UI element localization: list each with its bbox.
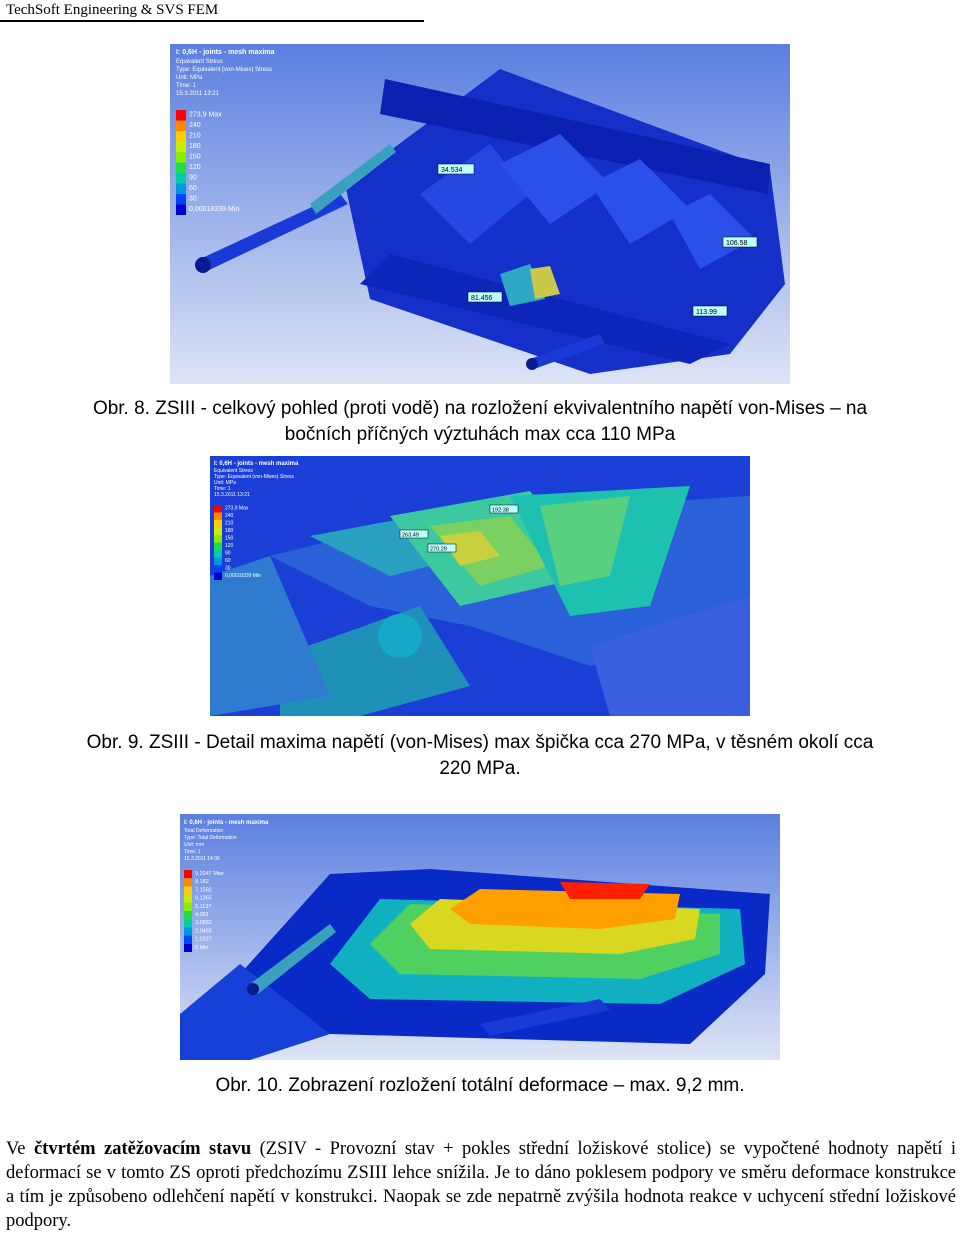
legend-swatch <box>214 543 222 551</box>
legend-value: 5,1137 <box>195 903 212 910</box>
legend-value: 30 <box>225 565 231 572</box>
legend-swatch <box>184 895 192 903</box>
legend-swatch <box>214 528 222 536</box>
header-rule <box>0 20 424 22</box>
legend-swatch <box>176 121 186 132</box>
figure-8-image <box>170 44 790 384</box>
svg-text:270.29: 270.29 <box>430 546 447 553</box>
figure-10-total-deformation <box>180 814 780 1060</box>
legend-swatch <box>176 194 186 205</box>
legend-swatch <box>184 919 192 927</box>
legend-swatch <box>176 142 186 153</box>
legend-value: 8,182 <box>195 879 209 886</box>
probe-label <box>490 505 518 514</box>
probe-label <box>438 164 474 174</box>
legend-value: 9,2047 Max <box>195 870 224 877</box>
legend-swatch <box>184 870 192 878</box>
figure-8-caption <box>0 396 960 448</box>
legend-swatch <box>176 173 186 184</box>
legend-line: 15.3.2011 13:21 <box>214 492 250 498</box>
legend-value: 7,1592 <box>195 887 212 894</box>
legend-swatch <box>184 911 192 919</box>
legend-swatch <box>184 927 192 935</box>
svg-text:34.534: 34.534 <box>441 167 463 174</box>
caption-line: Obr. 8. ZSIII - celkový pohled (proti vodě) na rozložení ekvivalentního napětí von-Mises – na <box>92 398 868 419</box>
legend-value: 3,0682 <box>195 920 212 927</box>
legend-swatch <box>214 520 222 528</box>
paragraph-text: (ZSIV - Provozní stav + pokles střední ložiskové stolice) se vypočtené hodnoty napětí i deformací se v tomto ZS oproti předchozímu ZSIII lehce snížila. Je to dáno poklesem podpory ve směru deformace konstrukce a tím je způsobeno odlehčení napětí v konstrukci. Naopak se zde nepatrně zvýšila hodnota reakce v uchycení střední ložiskové podpory. <box>6 1139 956 1231</box>
legend-title: I: 0,6H - joints - mesh maxima <box>176 49 275 56</box>
legend-swatch <box>214 550 222 558</box>
legend-value: 180 <box>225 528 234 534</box>
figure-8-stress-overview <box>170 44 790 384</box>
legend-value: 90 <box>225 550 231 557</box>
legend-line: Type: Equivalent (von-Mises) Stress <box>214 474 295 480</box>
legend-swatch <box>176 184 186 195</box>
legend-value: 273,9 Max <box>189 111 222 119</box>
legend-line: Type: Equivalent (von-Mises) Stress <box>176 67 273 73</box>
page-header: TechSoft Engineering & SVS FEM <box>6 2 219 18</box>
figure-10-caption: Obr. 10. Zobrazení rozložení totální deformace – max. 9,2 mm. <box>215 1075 745 1096</box>
svg-text:81.456: 81.456 <box>471 295 493 302</box>
figure-9-image <box>210 456 750 716</box>
legend-line: Equivalent Stress <box>214 468 253 474</box>
legend-value: 273,9 Max <box>225 505 249 512</box>
legend-value: 30 <box>189 195 197 203</box>
legend-line: Time: 1 <box>176 83 196 89</box>
legend-line: Type: Total Deformation <box>184 835 237 841</box>
legend-value: 60 <box>189 184 197 192</box>
legend-value: 0,00018339 Min <box>189 205 240 213</box>
legend-value: 6,1365 <box>195 895 212 902</box>
body-paragraph <box>6 1137 956 1233</box>
legend-line: 15.3.2011 13:21 <box>176 91 219 97</box>
legend-line: Unit: MPa <box>214 480 236 486</box>
legend-value: 240 <box>189 121 201 129</box>
figure-9-stress-detail <box>210 456 750 716</box>
svg-text:192.38: 192.38 <box>492 507 509 514</box>
legend-line: Equivalent Stress <box>176 59 223 65</box>
legend-title: I: 0,6H - joints - mesh maxima <box>184 820 269 826</box>
probe-label <box>723 237 757 247</box>
legend-value: 0,00018339 Min <box>225 573 261 579</box>
caption-line: bočních příčných výztuhách max cca 110 MPa <box>284 424 676 445</box>
svg-text:113.99: 113.99 <box>696 309 717 316</box>
legend-value: 150 <box>189 153 201 161</box>
legend-value: 90 <box>189 174 197 182</box>
legend-swatch <box>214 573 222 581</box>
figure-9-caption <box>0 730 960 782</box>
legend-value: 60 <box>225 558 231 564</box>
legend-swatch <box>214 565 222 573</box>
legend-line: Time: 1 <box>184 849 201 855</box>
legend-line: Total Deformation <box>184 828 224 834</box>
legend-value: 150 <box>225 535 234 542</box>
legend-line: 15.3.2011 14:36 <box>184 856 220 862</box>
legend-swatch <box>176 110 186 121</box>
legend-value: 0 Min <box>195 944 209 951</box>
legend-swatch <box>184 903 192 911</box>
legend-value: 1,0227 <box>195 936 212 943</box>
legend-swatch <box>184 936 192 944</box>
figure-10-image <box>180 814 780 1060</box>
legend-value: 4,091 <box>195 911 209 918</box>
legend-swatch <box>214 505 222 513</box>
legend-value: 120 <box>225 543 234 549</box>
legend-swatch <box>214 535 222 543</box>
legend-line: Unit: MPa <box>176 75 203 81</box>
legend-swatch <box>176 163 186 174</box>
probe-label <box>693 306 727 316</box>
legend-value: 240 <box>225 513 234 519</box>
legend-title: I: 0,6H - joints - mesh maxima <box>214 461 299 467</box>
legend-value: 210 <box>189 132 201 140</box>
probe-label <box>400 530 428 539</box>
legend-value: 120 <box>189 163 201 171</box>
caption-line: Obr. 9. ZSIII - Detail maxima napětí (von-Mises) max špička cca 270 MPa, v těsném okolí cca <box>86 732 874 753</box>
paragraph-text: Ve <box>6 1139 34 1159</box>
probe-label <box>428 544 456 553</box>
paragraph-bold-text: čtvrtém zatěžovacím stavu <box>33 1139 252 1159</box>
legend-line: Time: 1 <box>214 486 231 492</box>
legend-swatch <box>176 131 186 142</box>
legend-swatch <box>214 513 222 521</box>
legend-swatch <box>176 205 186 216</box>
svg-text:106.58: 106.58 <box>726 240 748 247</box>
legend-swatch <box>184 886 192 894</box>
legend-value: 210 <box>225 520 234 527</box>
legend-swatch <box>184 944 192 952</box>
legend-value: 180 <box>189 142 201 150</box>
legend-value: 2,0455 <box>195 928 212 935</box>
probe-label <box>468 292 502 302</box>
svg-text:263.49: 263.49 <box>402 532 419 539</box>
caption-line: 220 MPa. <box>439 758 521 779</box>
legend-swatch <box>184 878 192 886</box>
legend-swatch <box>176 152 186 163</box>
legend-line: Unit: mm <box>184 842 204 848</box>
legend-swatch <box>214 558 222 566</box>
